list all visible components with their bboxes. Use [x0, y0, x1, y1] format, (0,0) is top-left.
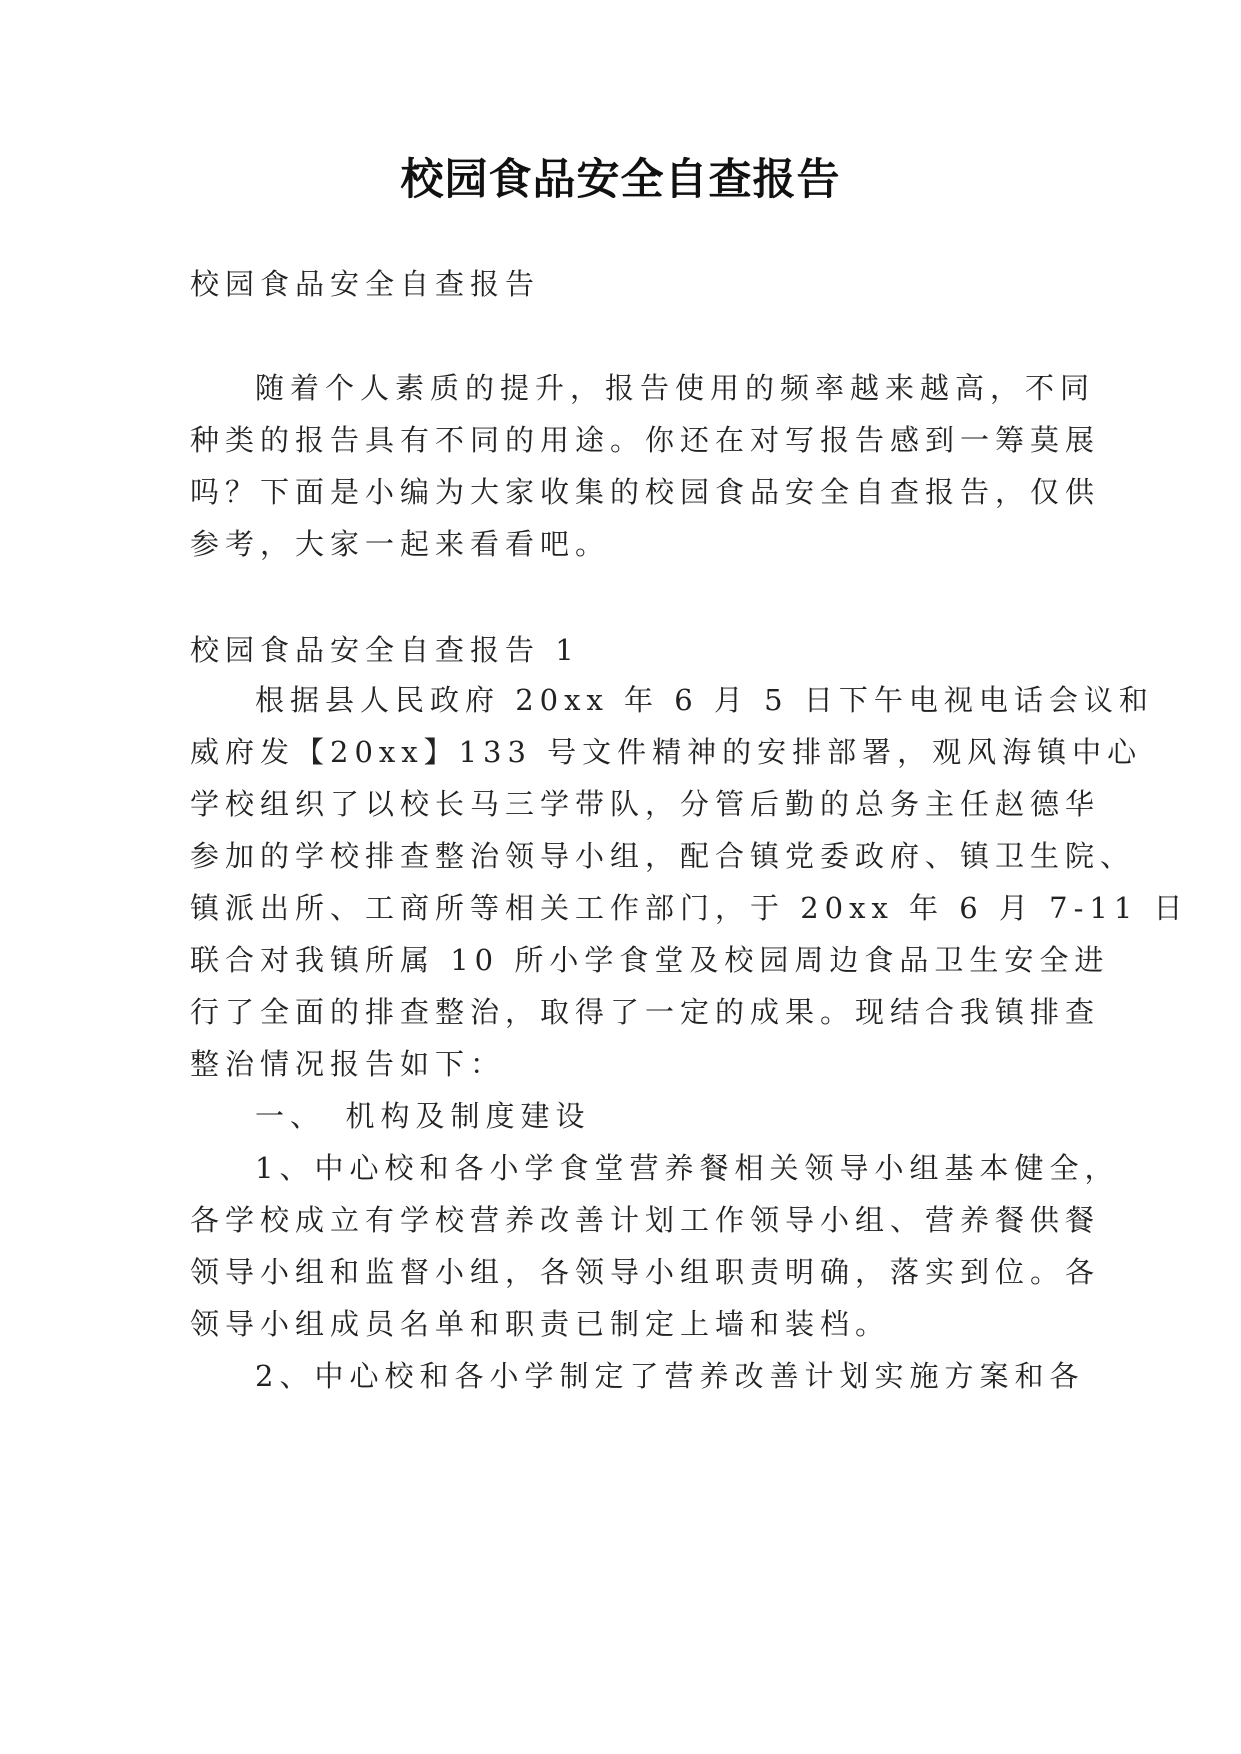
intro-line: 种类的报告具有不同的用途。你还在对写报告感到一筹莫展: [190, 423, 1101, 457]
intro-line: 随着个人素质的提升，报告使用的频率越来越高，不同: [255, 371, 1096, 405]
item-line: 领导小组和监督小组，各领导小组职责明确，落实到位。各: [190, 1255, 1101, 1289]
intro-line: 吗？下面是小编为大家收集的校园食品安全自查报告，仅供: [190, 475, 1101, 509]
item-line: 2、中心校和各小学制定了营养改善计划实施方案和各: [255, 1359, 1085, 1393]
document-title: 校园食品安全自查报告: [400, 155, 841, 205]
intro-line: 参考，大家一起来看看吧。: [190, 527, 611, 561]
body-line: 学校组织了以校长马三学带队，分管后勤的总务主任赵德华: [190, 787, 1101, 821]
body-line: 行了全面的排查整治，取得了一定的成果。现结合我镇排查: [190, 995, 1101, 1029]
body-line: 联合对我镇所属 10 所小学食堂及校园周边食品卫生安全进: [190, 943, 1110, 977]
item-line: 1、中心校和各小学食堂营养餐相关领导小组基本健全，: [255, 1151, 1120, 1185]
body-line: 镇派出所、工商所等相关工作部门，于 20xx 年 6 月 7-11 日: [190, 891, 1189, 925]
document-subtitle: 校园食品安全自查报告: [190, 267, 541, 301]
body-line: 整治情况报告如下：: [190, 1047, 506, 1081]
body-line: 根据县人民政府 20xx 年 6 月 5 日下午电视电话会议和: [255, 683, 1154, 717]
item-heading: 一、 机构及制度建设: [255, 1099, 591, 1133]
body-line: 威府发【20xx】133 号文件精神的安排部署，观风海镇中心: [190, 735, 1143, 769]
item-line: 各学校成立有学校营养改善计划工作领导小组、营养餐供餐: [190, 1203, 1101, 1237]
section-heading: 校园食品安全自查报告 1: [190, 633, 580, 667]
body-line: 参加的学校排查整治领导小组，配合镇党委政府、镇卫生院、: [190, 839, 1136, 873]
item-line: 领导小组成员名单和职责已制定上墙和装档。: [190, 1307, 891, 1341]
